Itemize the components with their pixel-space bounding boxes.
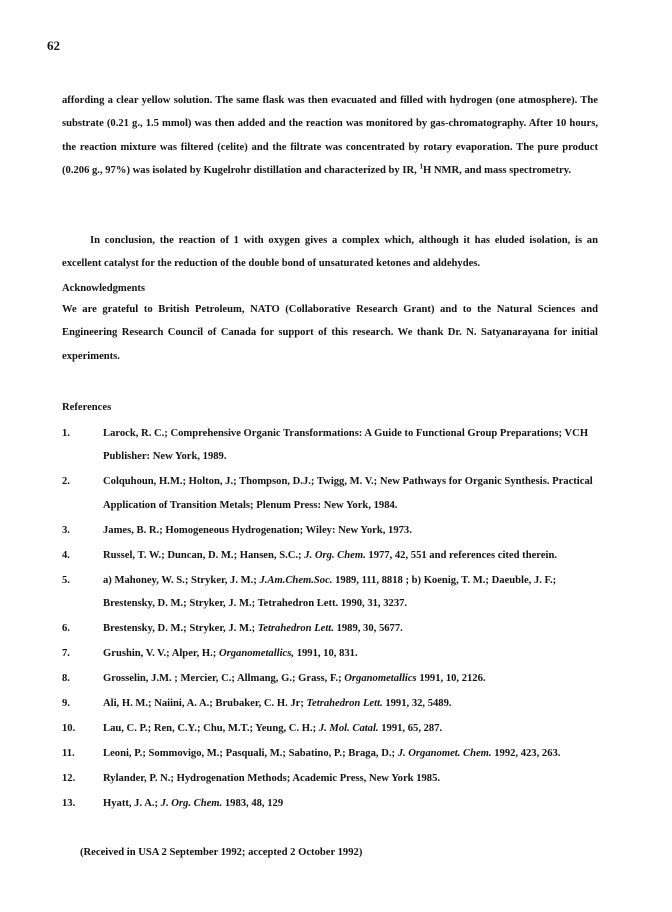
ref-part-b: 1991, 65, 287. bbox=[381, 722, 443, 734]
reference-item bbox=[62, 422, 598, 469]
reference-number: 13. bbox=[62, 797, 76, 809]
ref-journal: J. Mol. Catal. bbox=[318, 722, 382, 734]
reference-text bbox=[103, 798, 283, 809]
reference-text bbox=[103, 748, 560, 759]
superscript-1: 1 bbox=[419, 162, 423, 171]
acknowledgments-heading: Acknowledgments bbox=[62, 283, 145, 294]
ref-part-a: Ali, H. M.; Naiini, A. A.; Brubaker, C. H. Jr; bbox=[103, 697, 307, 709]
reference-number: 7. bbox=[62, 647, 70, 659]
reference-text bbox=[103, 476, 593, 510]
reference-item bbox=[62, 519, 598, 542]
reference-item bbox=[62, 692, 598, 715]
reference-item bbox=[62, 569, 598, 616]
ref-journal: J. Organomet. Chem. bbox=[397, 747, 495, 759]
ref-journal: J.Am.Chem.Soc. bbox=[259, 574, 336, 586]
ref-part-a: Leoni, P.; Sommovigo, M.; Pasquali, M.; Sabatino, P.; Braga, D.; bbox=[103, 747, 398, 759]
ref-part-a: James, B. R.; Homogeneous Hydrogenation; Wiley: New York, 1973. bbox=[103, 524, 412, 536]
reference-number: 1. bbox=[62, 428, 70, 439]
ref-journal: J. Org. Chem. bbox=[304, 549, 369, 561]
reference-text bbox=[103, 550, 557, 561]
ref-journal: Organometallics bbox=[344, 672, 420, 684]
ref-part-a: Larock, R. C.; Comprehensive Organic Transformations: A Guide to Functional Group Preparations; VCH Publisher: New York, 1989. bbox=[103, 428, 589, 463]
reference-number: 9. bbox=[62, 697, 70, 709]
references-heading: References bbox=[62, 402, 112, 413]
para1-text-b: H NMR, and mass spectrometry. bbox=[422, 164, 572, 176]
page-number: 62 bbox=[47, 38, 60, 53]
reference-number: 10. bbox=[62, 722, 76, 734]
reference-number: 12. bbox=[62, 772, 76, 784]
reference-text bbox=[103, 525, 412, 536]
ref-journal: Tetrahedron Lett. bbox=[306, 697, 386, 709]
reference-item bbox=[62, 792, 598, 815]
acknowledgments-text: We are grateful to British Petroleum, NATO (Collaborative Research Grant) and to the Natural Sciences and Engineering Research Council of Canada for support of this research. We thank Dr. N. Satyanarayana for initial experiments. bbox=[62, 304, 598, 362]
ref-part-b: 1989, 30, 5677. bbox=[336, 622, 403, 634]
body-paragraph-2: In conclusion, the reaction of 1 with oxygen gives a complex which, although it has eluded isolation, is an excellent catalyst for the reduction of the double bond of unsaturated ketones and aldehydes. bbox=[62, 235, 598, 270]
ref-part-a: Brestensky, D. M.; Stryker, J. M.; bbox=[103, 622, 258, 634]
ref-journal: Organometallics, bbox=[218, 647, 297, 659]
reference-item bbox=[62, 717, 598, 740]
reference-list bbox=[62, 422, 598, 817]
reference-number: 8. bbox=[62, 672, 70, 684]
para1-text-a: affording a clear yellow solution. The same flask was then evacuated and filled with hydrogen (one atmosphere). The substrate (0.21 g., 1.5 mmol) was then added and the reaction was monitored by gas-chromatography. After 10 hours, the reaction mixture was filtered (celite) and the filtrate was concentrated by rotary evaporation. The pure product (0.206 g., 97%) was isolated by Kugelrohr distillation and characterized by IR, bbox=[62, 95, 598, 176]
reference-number: 2. bbox=[62, 476, 70, 488]
ref-part-a: Rylander, P. N.; Hydrogenation Methods; Academic Press, New York 1985. bbox=[103, 772, 441, 784]
reference-item bbox=[62, 767, 598, 790]
ref-part-a: Grosselin, J.M. ; Mercier, C.; Allmang, G.; Grass, F.; bbox=[103, 672, 345, 684]
body-paragraph-1 bbox=[62, 89, 598, 182]
reference-item bbox=[62, 742, 598, 765]
ref-part-a: Russel, T. W.; Duncan, D. M.; Hansen, S.C.; bbox=[103, 549, 305, 561]
reference-item bbox=[62, 617, 598, 640]
reference-number: 5. bbox=[62, 574, 70, 586]
received-note: (Received in USA 2 September 1992; accepted 2 October 1992) bbox=[80, 847, 363, 858]
reference-text bbox=[103, 673, 486, 684]
reference-text bbox=[103, 648, 358, 659]
ref-part-b: 1989, 111, 8818 ; b) Koenig, T. M.; Daeuble, J. F.; Brestensky, D. M.; Stryker, J. M.; Tetrahedron Lett. 1990, 31, 3237. bbox=[103, 574, 557, 609]
reference-text bbox=[103, 773, 440, 784]
reference-number: 3. bbox=[62, 524, 70, 536]
reference-item bbox=[62, 470, 598, 517]
ref-journal: Tetrahedron Lett. bbox=[257, 622, 337, 634]
ref-part-a: Grushin, V. V.; Alper, H.; bbox=[103, 647, 219, 659]
ref-journal: J. Org. Chem. bbox=[160, 797, 225, 809]
reference-number: 11. bbox=[62, 747, 75, 759]
reference-number: 4. bbox=[62, 549, 70, 561]
reference-item bbox=[62, 642, 598, 665]
reference-text bbox=[103, 723, 442, 734]
ref-part-b: 1977, 42, 551 and references cited therein. bbox=[368, 549, 557, 561]
ref-part-b: 1992, 423, 263. bbox=[494, 747, 561, 759]
reference-item bbox=[62, 667, 598, 690]
ref-part-a: Colquhoun, H.M.; Holton, J.; Thompson, D.J.; Twigg, M. V.; New Pathways for Organic Synthesis. Practical Application of Transition Metals; Plenum Press: New York, 1984. bbox=[103, 476, 593, 511]
reference-text bbox=[103, 623, 403, 634]
ref-part-b: 1991, 10, 2126. bbox=[419, 672, 486, 684]
ref-part-b: 1991, 32, 5489. bbox=[385, 697, 452, 709]
reference-text bbox=[103, 428, 588, 462]
reference-text bbox=[103, 698, 452, 709]
ref-part-a: a) Mahoney, W. S.; Stryker, J. M.; bbox=[103, 574, 260, 586]
reference-text bbox=[103, 575, 556, 609]
ref-part-b: 1983, 48, 129 bbox=[224, 797, 284, 809]
reference-item bbox=[62, 544, 598, 567]
ref-part-a: Hyatt, J. A.; bbox=[103, 797, 161, 809]
ref-part-b: 1991, 10, 831. bbox=[296, 647, 358, 659]
reference-number: 6. bbox=[62, 622, 70, 634]
ref-part-a: Lau, C. P.; Ren, C.Y.; Chu, M.T.; Yeung, C. H.; bbox=[103, 722, 319, 734]
